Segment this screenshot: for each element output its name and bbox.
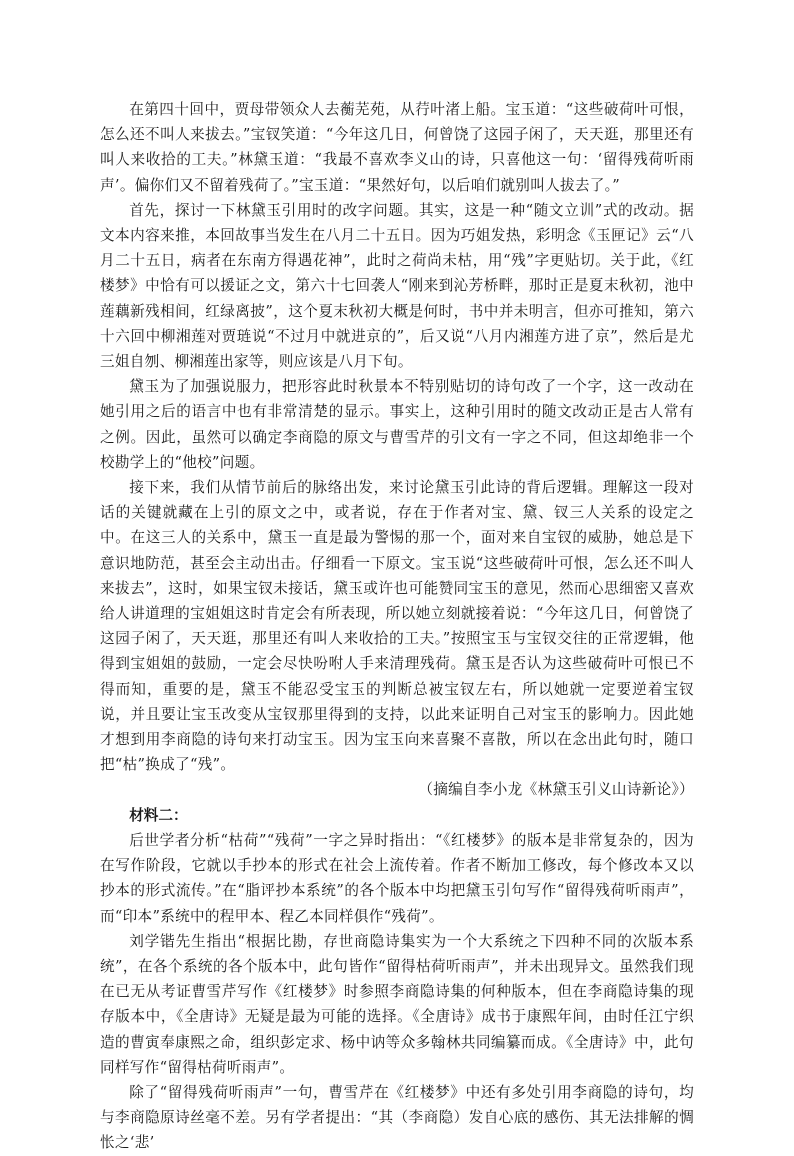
article-body (100, 97, 694, 1156)
paragraph: 后世学者分析“枯荷”“残荷”一字之异时指出：“《红楼梦》的版本是非常复杂的，因为在写作阶段，它就以手抄本的形式在社会上流传着。作者不断加工修改，每个修改本又以抄本的形式流传。”在“脂评抄本系统”的各个版本中均把黛玉引句写作“留得残荷听雨声”，而“印本”系统中的程甲本、程乙本同样俱作“残荷”。 (100, 831, 694, 925)
section-heading: 材料二： (129, 806, 188, 824)
source-citation: （摘编自李小龙《林黛玉引义山诗新论》） (418, 781, 694, 799)
paragraph: 黛玉为了加强说服力，把形容此时秋景本不特别贴切的诗句改了一个字，这一改动在她引用之后的语言中也有非常清楚的显示。事实上，这种引用时的随文改动正是古人常有之例。因此，虽然可以确定李商隐的原文与曹雪芹的引文有一字之不同，但这却绝非一个校勘学上的“他校”问题。 (100, 378, 694, 471)
paragraph: 在第四十回中，贾母带领众人去蘅芜苑，从荇叶渚上船。宝玉道：“这些破荷叶可恨，怎么还不叫人来拔去。”宝钗笑道：“今年这几日，何曾饶了这园子闲了，天天逛，那里还有叫人来收拾的工夫。”林黛玉道：“我最不喜欢李义山的诗，只喜他这一句：‘留得残荷听雨声’。偏你们又不留着残荷了。”宝玉道：“果然好句，以后咱们就别叫人拔去了。” (100, 101, 694, 194)
paragraph: 刘学锴先生指出“根据比勘，存世商隐诗集实为一个大系统之下四种不同的次版本系统”，在各个系统的各个版本中，此句皆作“留得枯荷听雨声”，并未出现异文。虽然我们现在已无从考证曹雪芹写作《红楼梦》时参照李商隐诗集的何种版本，但在李商隐诗集的现存版本中，《全唐诗》无疑是最为可能的选择。《全唐诗》成书于康熙年间，由时任江宁织造的曹寅奉康熙之命，组织彭定求、杨中讷等众多翰林共同编纂而成。《全唐诗》中，此句同样写作“留得枯荷听雨声”。 (100, 932, 694, 1076)
paragraph: 除了“留得残荷听雨声”一句，曹雪芹在《红楼梦》中还有多处引用李商隐的诗句，均与李商隐原诗丝毫不差。另有学者提出：“其（李商隐）发自心底的感伤、其无法排解的惆怅之‘悲’ (100, 1083, 694, 1152)
paragraph: 接下来，我们从情节前后的脉络出发，来讨论黛玉引此诗的背后逻辑。理解这一段对话的关键就藏在上引的原文之中，或者说，存在于作者对宝、黛、钗三人关系的设定之中。在这三人的关系中，黛玉一直是最为警惕的那一个，面对来自宝钗的威胁，她总是下意识地防范，甚至会主动出击。仔细看一下原文。宝玉说“这些破荷叶可恨，怎么还不叫人来拔去”，这时，如果宝钗未接话，黛玉或许也可能赞同宝玉的意见，然而心思细密又喜欢给人讲道理的宝姐姐这时肯定会有所表现，所以她立刻就接着说：“今年这几日，何曾饶了这园子闲了，天天逛，那里还有叫人来收拾的工夫。”按照宝玉与宝钗交往的正常逻辑，他得到宝姐姐的鼓励，一定会尽快吩咐人手来清理残荷。黛玉是否认为这些破荷叶可恨已不得而知，重要的是，黛玉不能忍受宝玉的判断总被宝钗左右，所以她就一定要逆着宝钗说，并且要让宝玉改变从宝钗那里得到的支持，以此来证明自己对宝玉的影响力。因此她才想到用李商隐的诗句来打动宝玉。因为宝玉向来喜聚不喜散，所以在念出此句时，随口把“枯”换成了“残”。 (100, 479, 694, 774)
paragraph: 首先，探讨一下林黛玉引用时的改字问题。其实，这是一种“随文立训”式的改动。据文本内容来推，本回故事当发生在八月二十五日。因为巧姐发热，彩明念《玉匣记》云“八月二十五日，病者在东南方得遇花神”，此时之荷尚未枯，用“残”字更贴切。关于此，《红楼梦》中恰有可以援证之文，第六十七回袭人“刚来到沁芳桥畔，那时正是夏末秋初，池中莲藕新残相间，红绿离披”，这个夏末秋初大概是何时，书中并未明言，但亦可推知，第六十六回中柳湘莲对贾琏说“不过月中就进京的”，后又说“八月内湘莲方进了京”，然后是尤三姐自刎、柳湘莲出家等，则应该是八月下旬。 (100, 201, 694, 371)
